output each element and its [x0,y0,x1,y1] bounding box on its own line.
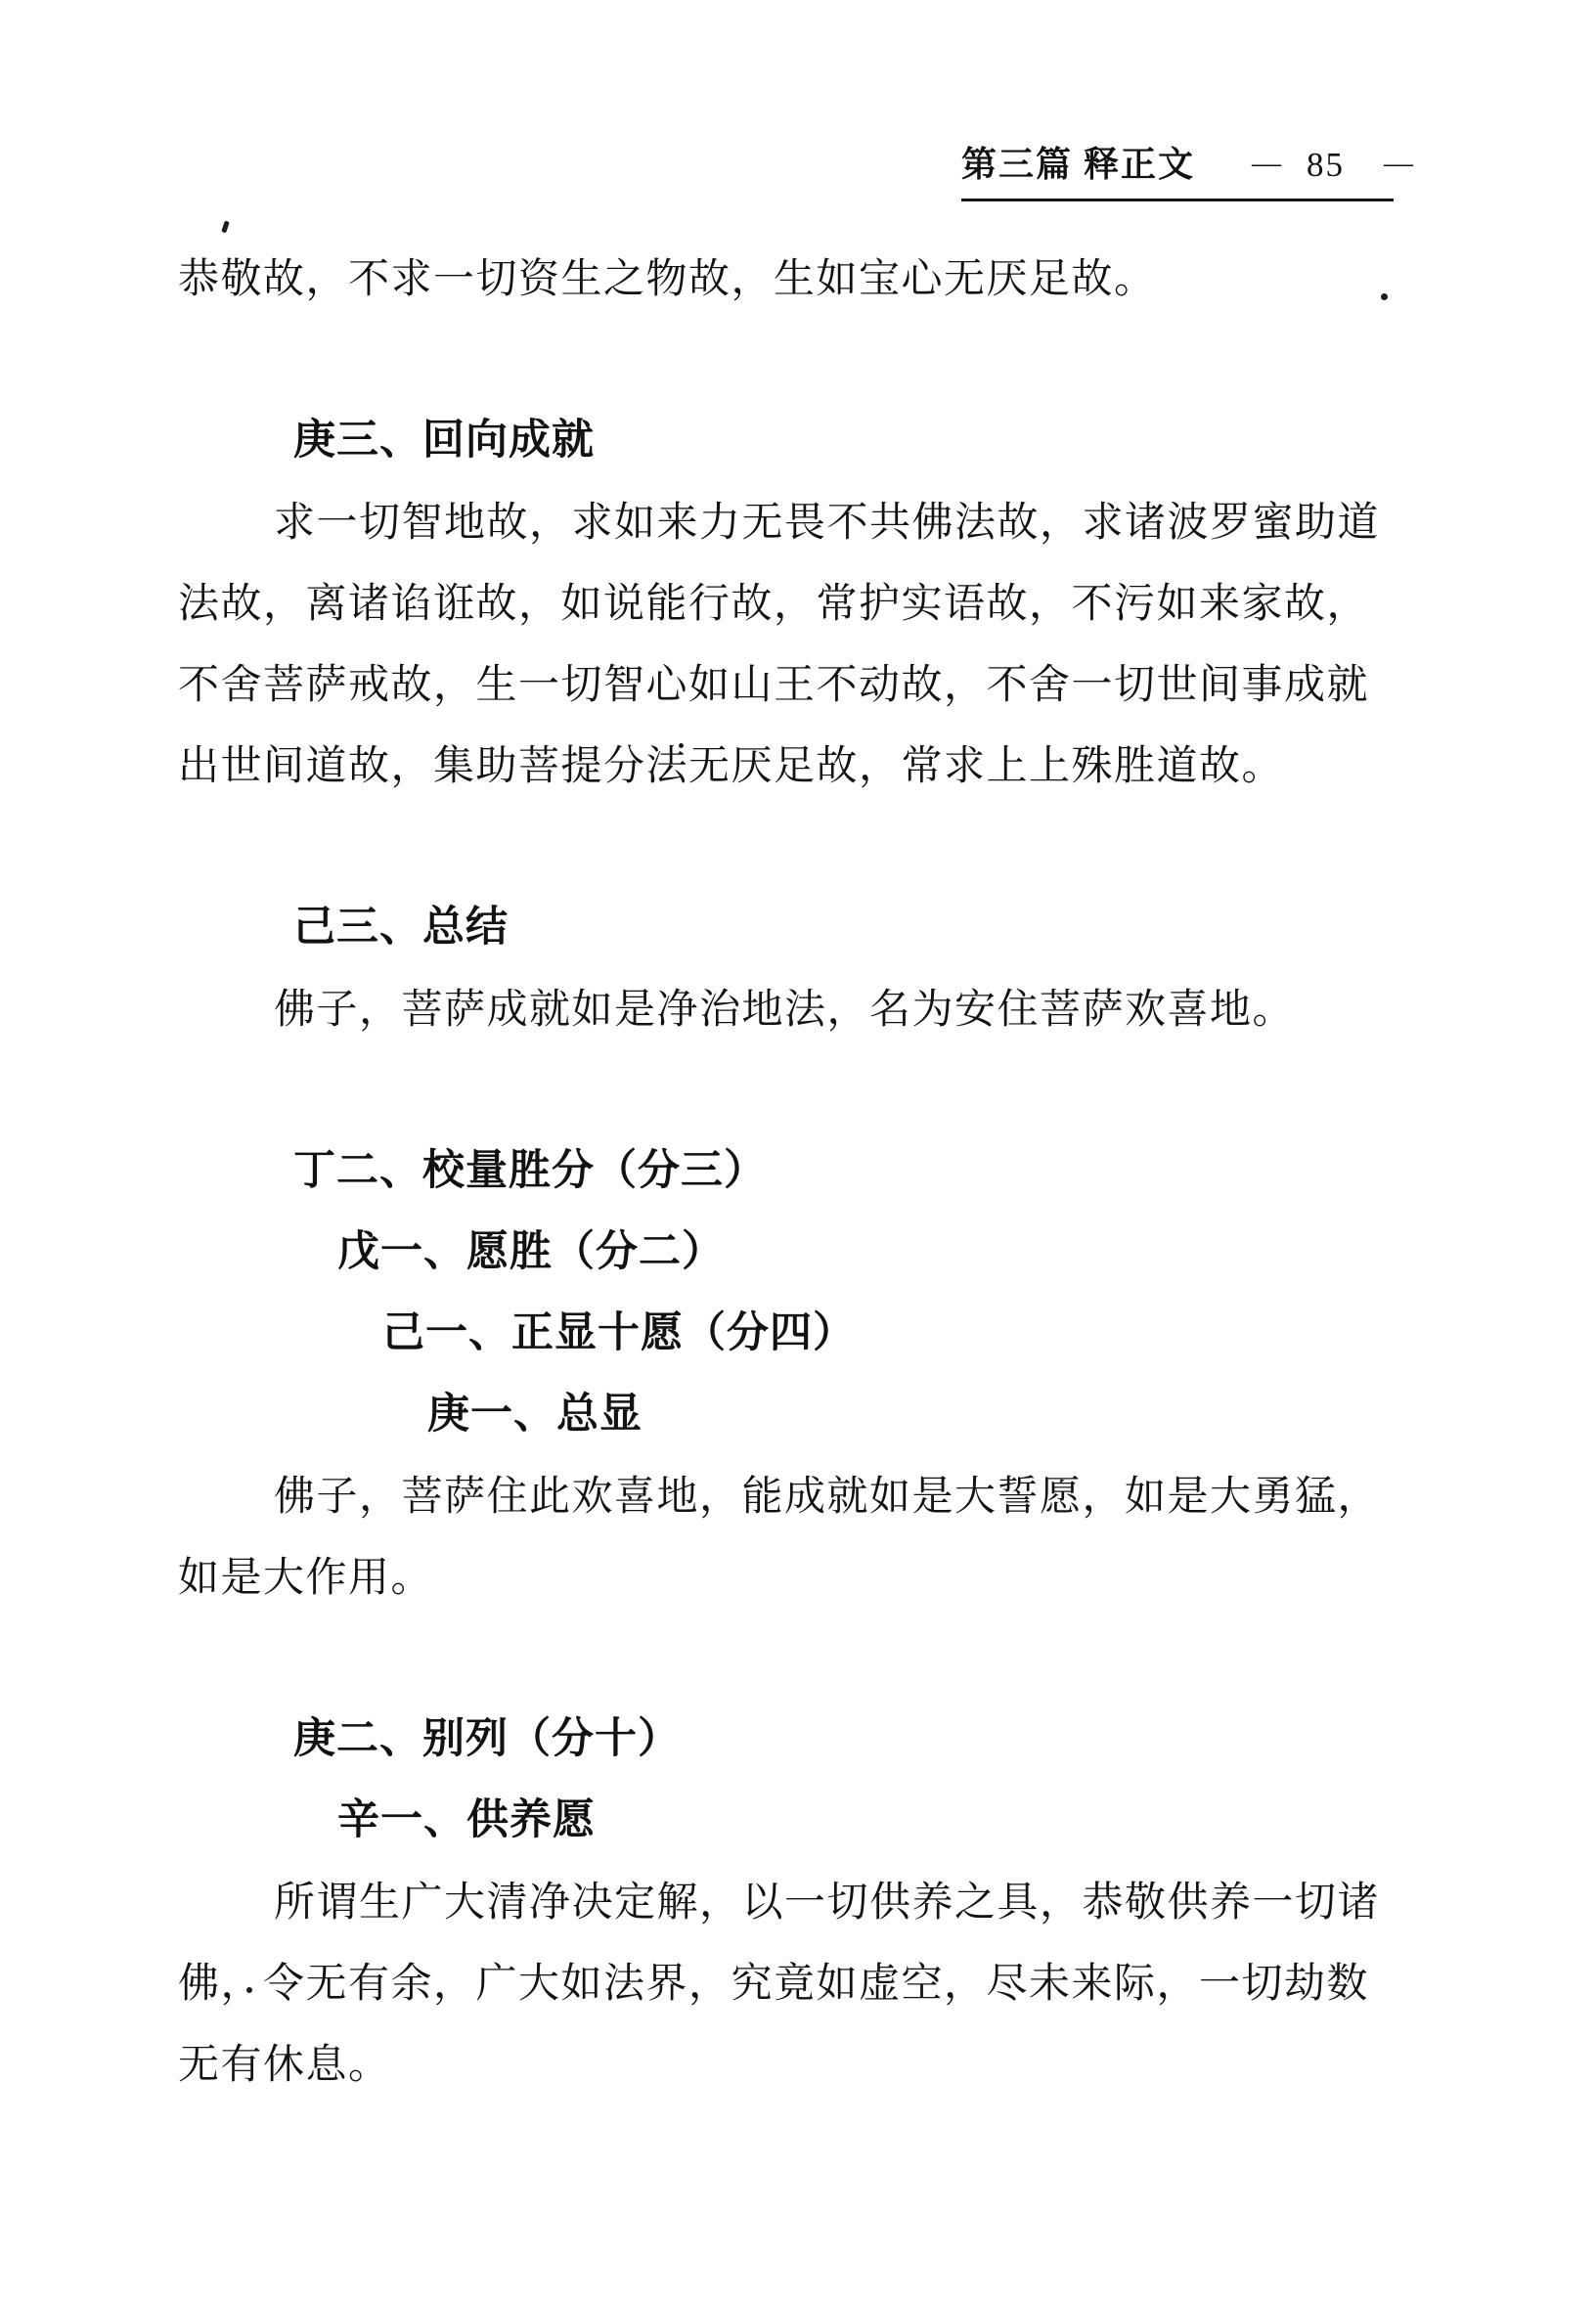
running-head-section-title: 第三篇 释正文 [961,145,1196,184]
running-head-dash-right: — [1384,147,1414,179]
body-line: 佛子，菩萨住此欢喜地，能成就如是大誓愿，如是大勇猛， [274,1473,1381,1519]
heading-geng-1: 庚一、总显 [427,1391,643,1438]
heading-wu-1: 戊一、愿胜（分二） [337,1228,725,1275]
body-line: 恭敬故，不求一切资生之物故，生如宝心无厌足故。 [178,255,1157,301]
body-line: 佛，令无有余，广大如法界，究竟如虚空，尽未来际，一切劫数 [178,1960,1370,2006]
scan-artifact-dot [1381,293,1388,300]
heading-geng-2: 庚二、别列（分十） [293,1715,681,1762]
heading-ji-3: 己三、总结 [293,904,509,951]
body-line: 法故，离诸谄诳故，如说能行故，常护实语故，不污如来家故， [178,580,1370,626]
body-line: 出世间道故，集助菩提分法无厌足故，常求上上殊胜道故。 [178,742,1285,788]
body-line: 求一切智地故，求如来力无畏不共佛法故，求诸波罗蜜助道 [274,499,1381,545]
heading-ji-1: 己一、正显十愿（分四） [382,1309,856,1356]
text-column [178,238,1381,2104]
page-number: 85 [1307,146,1346,184]
running-head [961,145,1414,201]
heading-geng-3: 庚三、回向成就 [293,417,595,464]
body-line: 所谓生广大清净决定解，以一切供养之具，恭敬供养一切诸 [274,1879,1381,1925]
body-line: 如是大作用。 [178,1554,434,1600]
heading-ding-2: 丁二、校量胜分（分三） [293,1147,767,1194]
body-line: 无有休息。 [178,2041,391,2087]
body-line: 不舍菩萨戒故，生一切智心如山王不动故，不舍一切世间事成就 [178,661,1370,707]
scan-artifact-tick [221,221,229,234]
body-line: 佛子，菩萨成就如是净治地法，名为安住菩萨欢喜地。 [274,986,1296,1032]
heading-xin-1: 辛一、供养愿 [337,1796,596,1843]
running-head-dash-left: — [1252,147,1282,179]
